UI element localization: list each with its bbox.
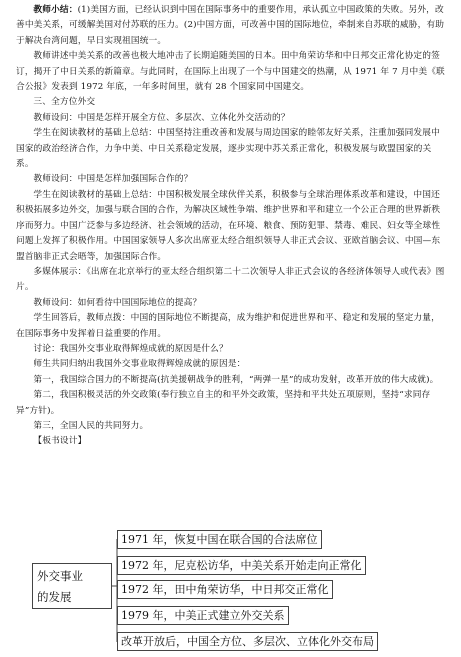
paragraph [16,419,447,434]
board-item: 改革开放后，中国全方位、多层次、立体化外交布局 [117,632,378,651]
paragraph-text: 学生在阅读教材的基础上总结：中国积极发展全球伙伴关系，积极参与全球治理体系改革和建设，中国还积极拓展多边外交，加强与联合国的合作，为解决区域性争端、维护世界和平和建立一个公正合理的世界新秩序而努力。中国广泛参与多边经济、社会领域的活动，在环境、粮食、预防犯罪、禁毒、难民、妇女等全球性问题上发挥了积极作用。中国国家领导人多次出席亚太经合组织领导人非正式会议、亚欧首脑会议、中国—东盟首脑非正式会晤等，加强国际合作。 [16,189,441,262]
paragraph [16,357,447,372]
board-item: 1979 年，中美正式建立外交关系 [117,606,289,625]
paragraph [16,388,447,419]
board-design-heading [16,434,447,449]
paragraph-text: 教师设问：中国是怎样开展全方位、多层次、立体化外交活动的？ [33,112,290,123]
board-design-heading-text: 【板书设计】 [33,436,87,447]
body-text [16,3,447,450]
paragraph-text: 教师讲述中美关系的改善也极大地冲击了长期追随美国的日本。田中角荣访华和中日邦交正常化协定的签订，揭开了中日关系的新篇章。与此同时，在国际上出现了一个与中国建交的热潮，从 1971 年 7 月中美《联合公报》发表到 1972 年底，一年多时间里，就有 28 个国家同中国建交。 [16,51,445,93]
paragraph [16,373,447,388]
paragraph-text: 讨论：我国外交事业取得辉煌成就的原因是什么？ [33,343,228,354]
paragraph-text: 第三，全国人民的共同努力。 [33,420,149,431]
board-item: 1972 年，田中角荣访华，中日邦交正常化 [117,580,333,599]
paragraph-text: 学生回答后，教师点拨：中国的国际地位不断提高，成为维护和促进世界和平、稳定和发展的坚定力量，在国际事务中发挥着日益重要的作用。 [16,313,440,339]
section-heading-text: 三、全方位外交 [33,97,96,108]
paragraph [16,3,447,49]
board-root-box [32,563,112,609]
paragraph-text: 第一，我国综合国力的不断提高(抗美援朝战争的胜利，“两弹一星”的成功发射，改革开放的伟大成就)。 [33,374,439,385]
paragraph-text: 师生共同归纳出我国外交事业取得辉煌成就的原因是： [33,359,246,370]
paragraph [16,342,447,357]
paragraph-text: 教师设问：中国是怎样加强国际合作的？ [33,174,193,185]
paragraph-text: 第二，我国积极灵活的外交政策(奉行独立自主的和平外交政策，坚持和平共处五项原则，坚持“求同存异”方针)。 [16,390,431,416]
paragraph [16,188,447,265]
paragraph [16,311,447,342]
board-diagram [16,526,456,656]
paragraph [16,296,447,311]
paragraph [16,172,447,187]
paragraph-text: 多媒体展示：《出席在北京举行的亚太经合组织第二十二次领导人非正式会议的各经济体领导人或代表》图片。 [16,266,445,293]
paragraph-label: 教师小结： [33,5,78,15]
board-item: 1971 年，恢复中国在联合国的合法席位 [117,530,322,549]
paragraph [16,265,447,296]
paragraph [16,49,447,95]
board-item: 1972 年，尼克松访华，中美关系开始走向正常化 [117,556,366,575]
paragraph [16,111,447,126]
board-root-line: 外交事业 [37,569,83,583]
paragraph [16,126,447,172]
board-root-line: 的发展 [37,590,72,604]
paragraph-text: (1)美国方面，已经认识到中国在国际事务中的重要作用，承认孤立中国政策的失败。另外，改善中美关系，可缓解美国对付苏联的压力。(2)中国方面，可改善中国的国际地位，牵制来自苏联的威胁，有助于解决台湾问题，早日实现祖国统一。 [16,5,445,46]
section-heading [16,95,447,110]
paragraph-text: 教师设问：如何看待中国国际地位的提高？ [33,297,202,308]
paragraph-text: 学生在阅读教材的基础上总结：中国坚持注重改善和发展与周边国家的睦邻友好关系，注重加强同发展中国家的政治经济合作，力争中美、中日关系稳定发展，逐步实现中苏关系正常化，积极发展与欧盟国家的关系。 [16,128,440,170]
